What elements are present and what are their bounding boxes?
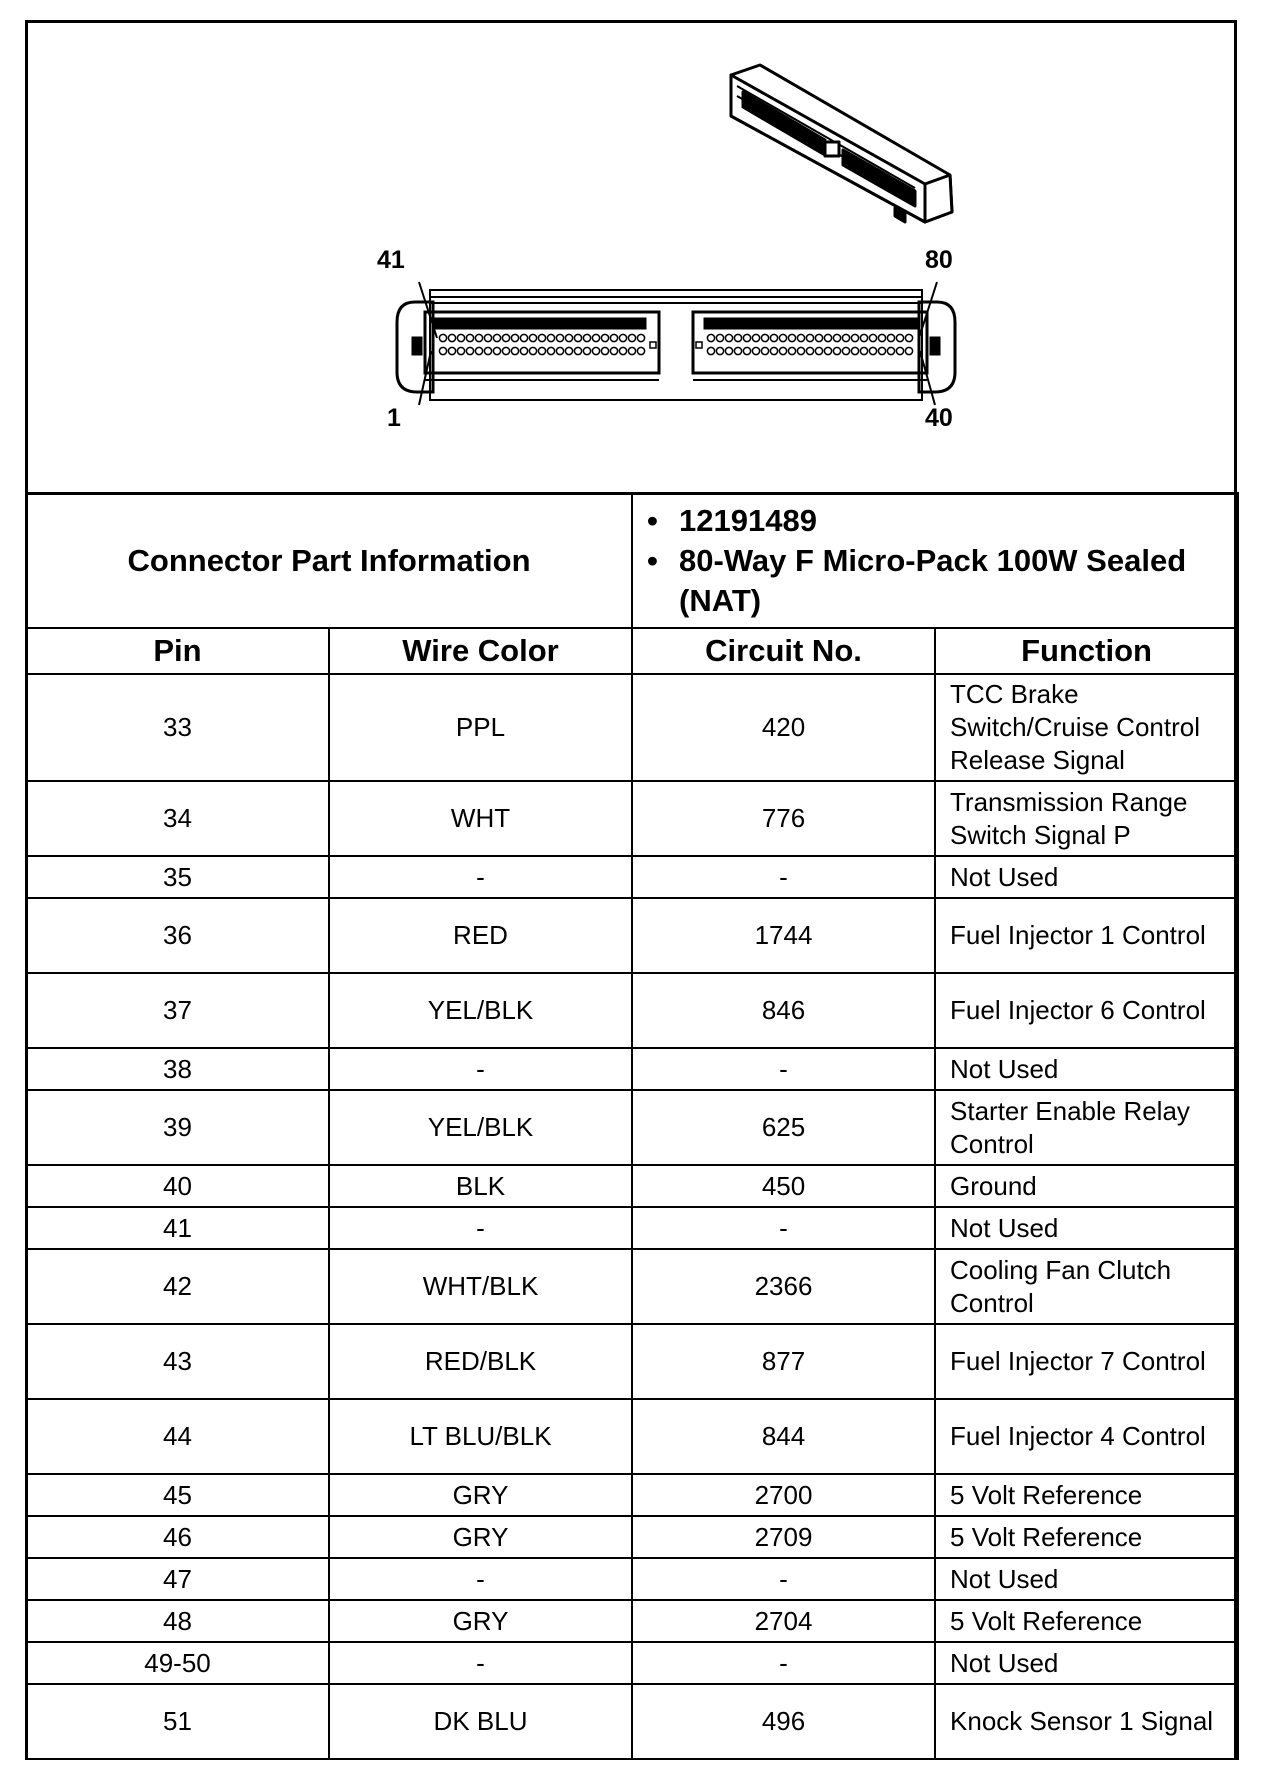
- cell-circuit: 2709: [632, 1516, 935, 1558]
- table-row: [26, 1558, 1238, 1600]
- cell-pin: 43: [26, 1324, 329, 1399]
- pin-label-1: 1: [387, 404, 401, 432]
- cell-wire-color: -: [329, 1207, 632, 1249]
- table-row: [26, 674, 1238, 781]
- cell-wire-color: RED/BLK: [329, 1324, 632, 1399]
- connector-drawing: [25, 20, 1237, 492]
- cell-pin: 33: [26, 674, 329, 781]
- pin-label-40: 40: [925, 404, 953, 432]
- cell-function: Fuel Injector 4 Control: [935, 1399, 1238, 1474]
- cell-wire-color: WHT/BLK: [329, 1249, 632, 1324]
- connector-isometric-icon: [731, 65, 952, 222]
- cell-circuit: 496: [632, 1684, 935, 1759]
- connector-diagram: [25, 20, 1237, 492]
- cell-circuit: -: [632, 1642, 935, 1684]
- cell-function: TCC Brake Switch/Cruise Control Release Signal: [935, 674, 1238, 781]
- cell-pin: 42: [26, 1249, 329, 1324]
- part-number: • 12191489: [645, 501, 1229, 541]
- table-row: [26, 1324, 1238, 1399]
- cell-wire-color: GRY: [329, 1600, 632, 1642]
- cell-wire-color: GRY: [329, 1474, 632, 1516]
- cell-wire-color: LT BLU/BLK: [329, 1399, 632, 1474]
- cell-wire-color: WHT: [329, 781, 632, 856]
- cell-function: Not Used: [935, 1207, 1238, 1249]
- cell-function: Fuel Injector 6 Control: [935, 973, 1238, 1048]
- column-header-circuit: Circuit No.: [632, 628, 935, 674]
- cell-circuit: 2700: [632, 1474, 935, 1516]
- table-row: [26, 1600, 1238, 1642]
- cell-function: Not Used: [935, 1558, 1238, 1600]
- cell-function: Ground: [935, 1165, 1238, 1207]
- table-row: [26, 1399, 1238, 1474]
- cell-pin: 51: [26, 1684, 329, 1759]
- cell-wire-color: -: [329, 1642, 632, 1684]
- cell-pin: 40: [26, 1165, 329, 1207]
- table-row: [26, 1165, 1238, 1207]
- cell-pin: 48: [26, 1600, 329, 1642]
- connector-info-values: [632, 494, 1238, 629]
- cell-function: 5 Volt Reference: [935, 1474, 1238, 1516]
- cell-function: Fuel Injector 1 Control: [935, 898, 1238, 973]
- cell-wire-color: BLK: [329, 1165, 632, 1207]
- cell-pin: 37: [26, 973, 329, 1048]
- cell-pin: 47: [26, 1558, 329, 1600]
- cell-pin: 38: [26, 1048, 329, 1090]
- cell-wire-color: PPL: [329, 674, 632, 781]
- cell-circuit: 625: [632, 1090, 935, 1165]
- connector-description: • 80-Way F Micro-Pack 100W Sealed (NAT): [645, 541, 1229, 621]
- cell-circuit: -: [632, 1048, 935, 1090]
- cell-circuit: -: [632, 856, 935, 898]
- pin-leader-lines: [419, 282, 937, 405]
- cell-function: 5 Volt Reference: [935, 1600, 1238, 1642]
- cell-circuit: 846: [632, 973, 935, 1048]
- cell-pin: 34: [26, 781, 329, 856]
- cell-circuit: 1744: [632, 898, 935, 973]
- connector-face: [397, 290, 955, 400]
- table-row: [26, 973, 1238, 1048]
- cell-function: Fuel Injector 7 Control: [935, 1324, 1238, 1399]
- cell-wire-color: DK BLU: [329, 1684, 632, 1759]
- cell-function: Transmission Range Switch Signal P: [935, 781, 1238, 856]
- cell-function: Not Used: [935, 1642, 1238, 1684]
- cell-function: Knock Sensor 1 Signal: [935, 1684, 1238, 1759]
- cell-pin: 45: [26, 1474, 329, 1516]
- table-row: [26, 781, 1238, 856]
- cell-pin: 35: [26, 856, 329, 898]
- header-row: [26, 628, 1238, 674]
- cell-circuit: 420: [632, 674, 935, 781]
- cell-circuit: 844: [632, 1399, 935, 1474]
- cell-circuit: 877: [632, 1324, 935, 1399]
- cell-function: Not Used: [935, 856, 1238, 898]
- cell-circuit: 2704: [632, 1600, 935, 1642]
- pin-label-80: 80: [925, 246, 953, 274]
- cell-circuit: 2366: [632, 1249, 935, 1324]
- table-row: [26, 1684, 1238, 1759]
- column-header-wire-color: Wire Color: [329, 628, 632, 674]
- cell-function: Not Used: [935, 1048, 1238, 1090]
- cell-circuit: -: [632, 1207, 935, 1249]
- cell-pin: 49-50: [26, 1642, 329, 1684]
- table-row: [26, 1207, 1238, 1249]
- table-row: [26, 898, 1238, 973]
- cell-wire-color: RED: [329, 898, 632, 973]
- column-header-pin: Pin: [26, 628, 329, 674]
- cell-pin: 46: [26, 1516, 329, 1558]
- cell-circuit: 776: [632, 781, 935, 856]
- connector-info-label: Connector Part Information: [26, 494, 632, 629]
- cell-pin: 39: [26, 1090, 329, 1165]
- pin-label-41: 41: [377, 246, 405, 274]
- table-row: [26, 1048, 1238, 1090]
- cell-pin: 44: [26, 1399, 329, 1474]
- cell-circuit: 450: [632, 1165, 935, 1207]
- info-row: [26, 494, 1238, 629]
- cell-circuit: -: [632, 1558, 935, 1600]
- table-row: [26, 1474, 1238, 1516]
- table-row: [26, 1516, 1238, 1558]
- connector-table: [25, 492, 1239, 1760]
- table-row: [26, 856, 1238, 898]
- cell-function: Cooling Fan Clutch Control: [935, 1249, 1238, 1324]
- cell-wire-color: -: [329, 856, 632, 898]
- cell-wire-color: -: [329, 1558, 632, 1600]
- table-row: [26, 1090, 1238, 1165]
- cell-wire-color: YEL/BLK: [329, 973, 632, 1048]
- table-row: [26, 1642, 1238, 1684]
- cell-wire-color: YEL/BLK: [329, 1090, 632, 1165]
- cell-wire-color: GRY: [329, 1516, 632, 1558]
- column-header-function: Function: [935, 628, 1238, 674]
- cell-function: Starter Enable Relay Control: [935, 1090, 1238, 1165]
- cell-wire-color: -: [329, 1048, 632, 1090]
- pin-cavities: [439, 334, 912, 354]
- cell-pin: 41: [26, 1207, 329, 1249]
- cell-pin: 36: [26, 898, 329, 973]
- cell-function: 5 Volt Reference: [935, 1516, 1238, 1558]
- table-row: [26, 1249, 1238, 1324]
